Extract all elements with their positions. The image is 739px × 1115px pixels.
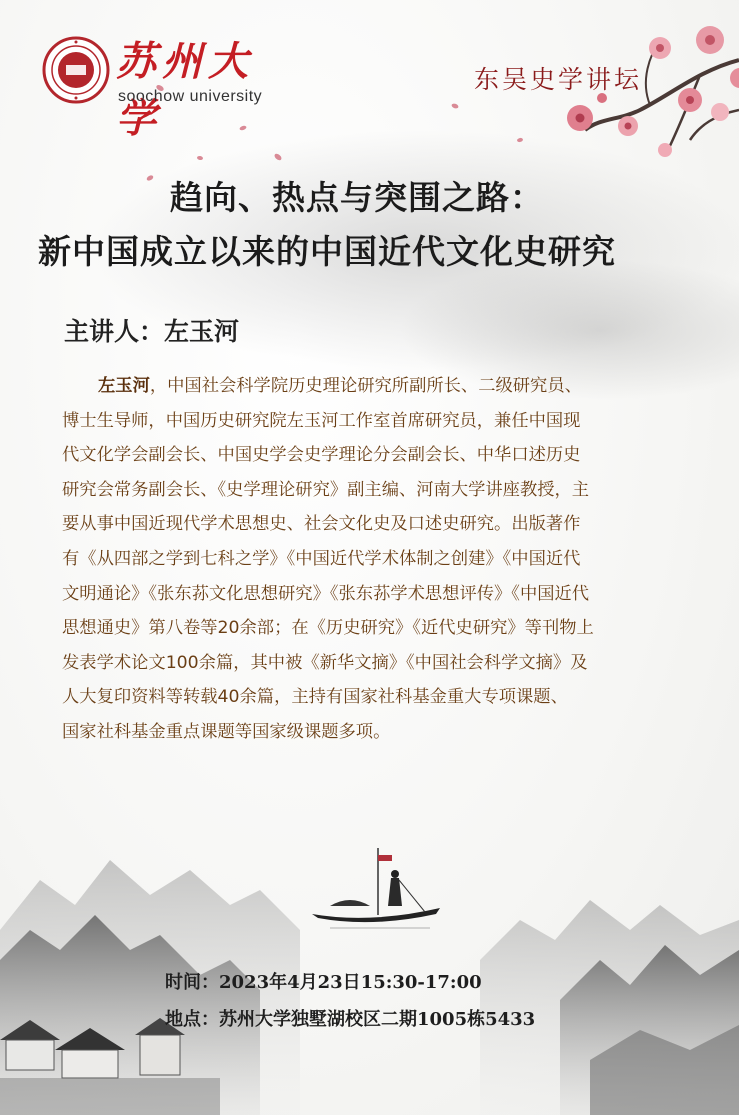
boat-with-fisherman	[312, 848, 440, 928]
bio-line-text: ，中国社会科学院历史理论研究所副所长、二级研究员、	[149, 376, 582, 396]
lecture-title-line-2: 新中国成立以来的中国近代文化史研究	[38, 232, 616, 271]
bio-line: 发表学术论文100余篇，其中被《新华文摘》《中国社会科学文摘》及	[62, 652, 588, 673]
bio-line: 思想通史》第八卷等20余部；在《历史研究》《近代史研究》等刊物上	[62, 618, 594, 639]
speaker-biography	[62, 369, 694, 750]
university-seal-icon	[42, 36, 110, 104]
bio-line: 文明通论》《张东荪文化思想研究》《张东荪学术思想评传》《中国近代	[62, 583, 590, 604]
bio-line: 博士生导师，中国历史研究院左玉河工作室首席研究员，兼任中国现	[62, 410, 581, 431]
event-time: 时间：2023年4月23日15:30-17:00	[165, 972, 482, 993]
university-name-en: soochow university	[118, 88, 263, 105]
bio-line: 国家社科基金重点课题等国家级课题多项。	[62, 721, 391, 742]
lecture-series-name: 东吴史学讲坛	[474, 65, 643, 94]
bio-line	[62, 369, 694, 404]
university-name-cn: 苏州大学	[116, 38, 254, 142]
bio-speaker-name: 左玉河	[98, 376, 150, 396]
lecture-title-line-1: 趋向、热点与突围之路：	[170, 178, 544, 217]
event-location: 地点：苏州大学独墅湖校区二期1005栋5433	[165, 1009, 536, 1030]
bio-line: 要从事中国近现代学术思想史、社会文化史及口述史研究。出版著作	[62, 514, 581, 535]
bio-line: 有《从四部之学到七科之学》《中国近代学术体制之创建》《中国近代	[62, 548, 581, 569]
bio-line: 代文化学会副会长、中国史学会史学理论分会副会长、中华口述历史	[62, 445, 581, 466]
university-logo	[38, 30, 288, 142]
speaker-label: 主讲人：左玉河	[64, 317, 240, 346]
bio-line: 研究会常务副会长、《史学理论研究》副主编、河南大学讲座教授，主	[62, 479, 590, 500]
bio-line: 人大复印资料等转载40余篇，主持有国家社科基金重大专项课题、	[62, 687, 568, 708]
